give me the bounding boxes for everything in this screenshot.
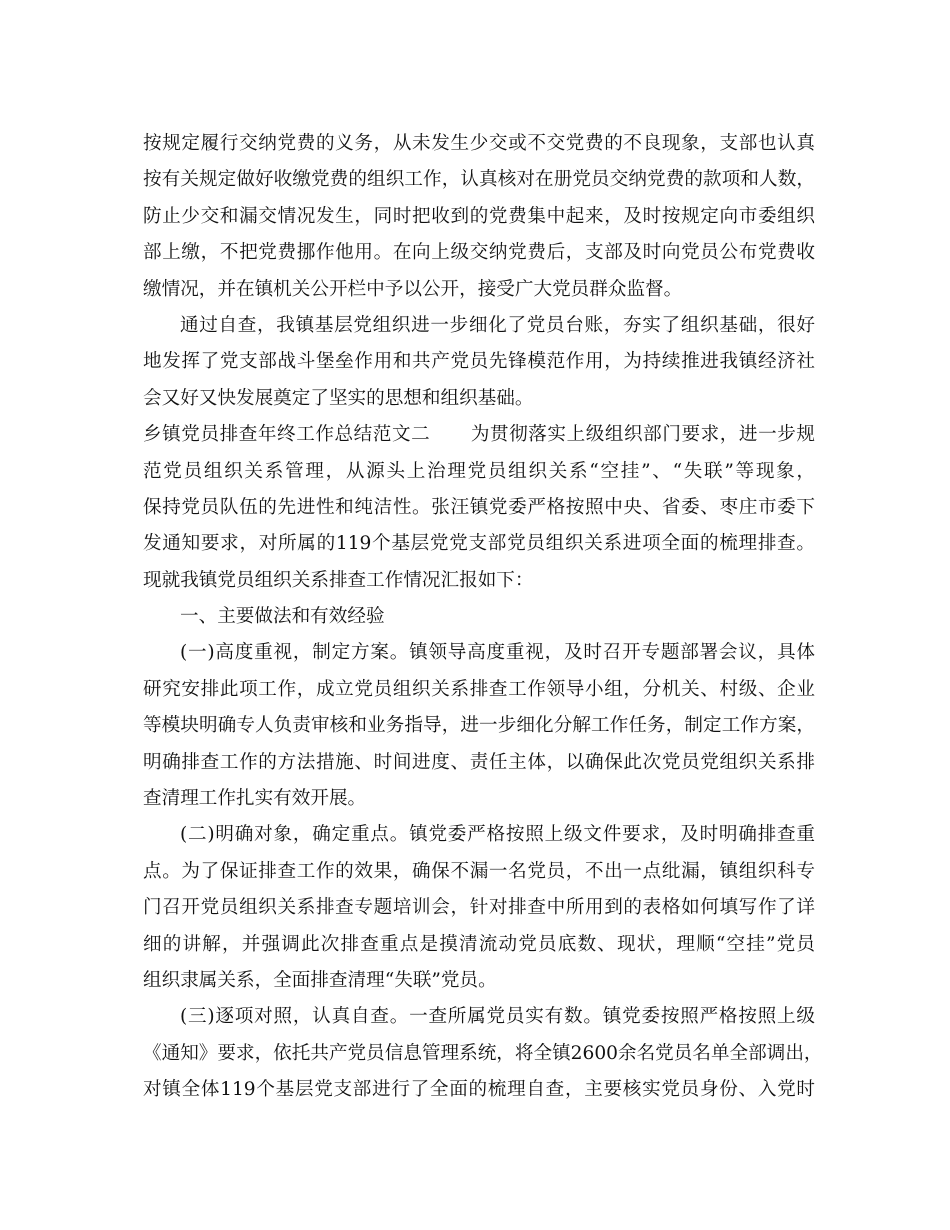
text-line: (三)逐项对照，认真自查。一查所属党员实有数。镇党委按照严格按照上级 [180,1006,815,1028]
text-line: 缴情况，并在镇机关公开栏中予以公开，接受广大党员群众监督。 [143,278,683,300]
text-line: 地发挥了党支部战斗堡垒作用和共产党员先锋模范作用，为持续推进我镇经济社 [143,351,815,373]
section-first-line-text: 为贯彻落实上级组织部门要求，进一步规 [470,424,815,446]
text-line: 范党员组织关系管理，从源头上治理党员组织关系“空挂”、“失联”等现象， [143,460,815,482]
section-first-line [143,417,815,453]
text-line: 部上缴，不把党费挪作他用。在向上级交纳党费后，支部及时向党员公布党费收 [143,242,815,264]
text-line: 等模块明确专人负责审核和业务指导，进一步细化分解工作任务，制定工作方案， [143,715,815,737]
text-line: 发通知要求，对所属的119个基层党党支部党员组织关系进项全面的梳理排查。 [143,533,815,555]
text-line: 细的讲解，并强调此次排查重点是摸清流动党员底数、现状，理顺“空挂”党员 [143,933,815,955]
text-line: 保持党员队伍的先进性和纯洁性。张汪镇党委严格按照中央、省委、枣庄市委下 [143,496,815,518]
section-summary-two [143,417,815,599]
heading-main-practices: 一、主要做法和有效经验 [180,606,385,628]
text-line: (一)高度重视，制定方案。镇领导高度重视，及时召开专题部署会议，具体 [180,642,815,664]
text-line: 对镇全体119个基层党支部进行了全面的梳理自查，主要核实党员身份、入党时 [143,1079,815,1101]
paragraph-item-3 [143,999,823,1108]
text-line: 按规定履行交纳党费的义务，从未发生少交或不交党费的不良现象，支部也认真 [143,133,815,154]
document-body [143,126,823,1109]
text-line: 查清理工作扎实有效开展。 [143,788,367,810]
section-title: 乡镇党员排查年终工作总结范文二 [143,424,431,446]
text-line: 明确排查工作的方法措施、时间进度、责任主体，以确保此次党员党组织关系排 [143,751,815,773]
paragraph-self-check [143,308,815,417]
text-line: 通过自查，我镇基层党组织进一步细化了党员台账，夯实了组织基础，很好 [180,314,815,336]
text-line: (二)明确对象，确定重点。镇党委严格按照上级文件要求，及时明确排查重 [180,824,815,846]
text-line: 按有关规定做好收缴党费的组织工作，认真核对在册党员交纳党费的款项和人数， [143,169,815,191]
text-line: 防止少交和漏交情况发生，同时把收到的党费集中起来，及时按规定向市委组织 [143,205,815,227]
text-line: 门召开党员组织关系排查专题培训会，针对排查中所用到的表格如何填写作了详 [143,897,815,919]
text-line: 点。为了保证排查工作的效果，确保不漏一名党员，不出一点纰漏，镇组织科专 [143,860,815,882]
text-line: 组织隶属关系，全面排查清理“失联”党员。 [143,969,497,991]
text-line: 研究安排此项工作，成立党员组织关系排查工作领导小组，分机关、村级、企业 [143,678,815,700]
paragraph-item-1 [143,635,815,817]
paragraph-party-dues [143,126,815,308]
text-line: 会又好又快发展奠定了坚实的思想和组织基础。 [143,387,534,409]
text-line: 现就我镇党员组织关系排查工作情况汇报如下： [143,569,534,591]
text-line: 《通知》要求，依托共产党员信息管理系统，将全镇2600余名党员名单全部调出， [143,1042,823,1064]
paragraph-item-2 [143,817,815,999]
